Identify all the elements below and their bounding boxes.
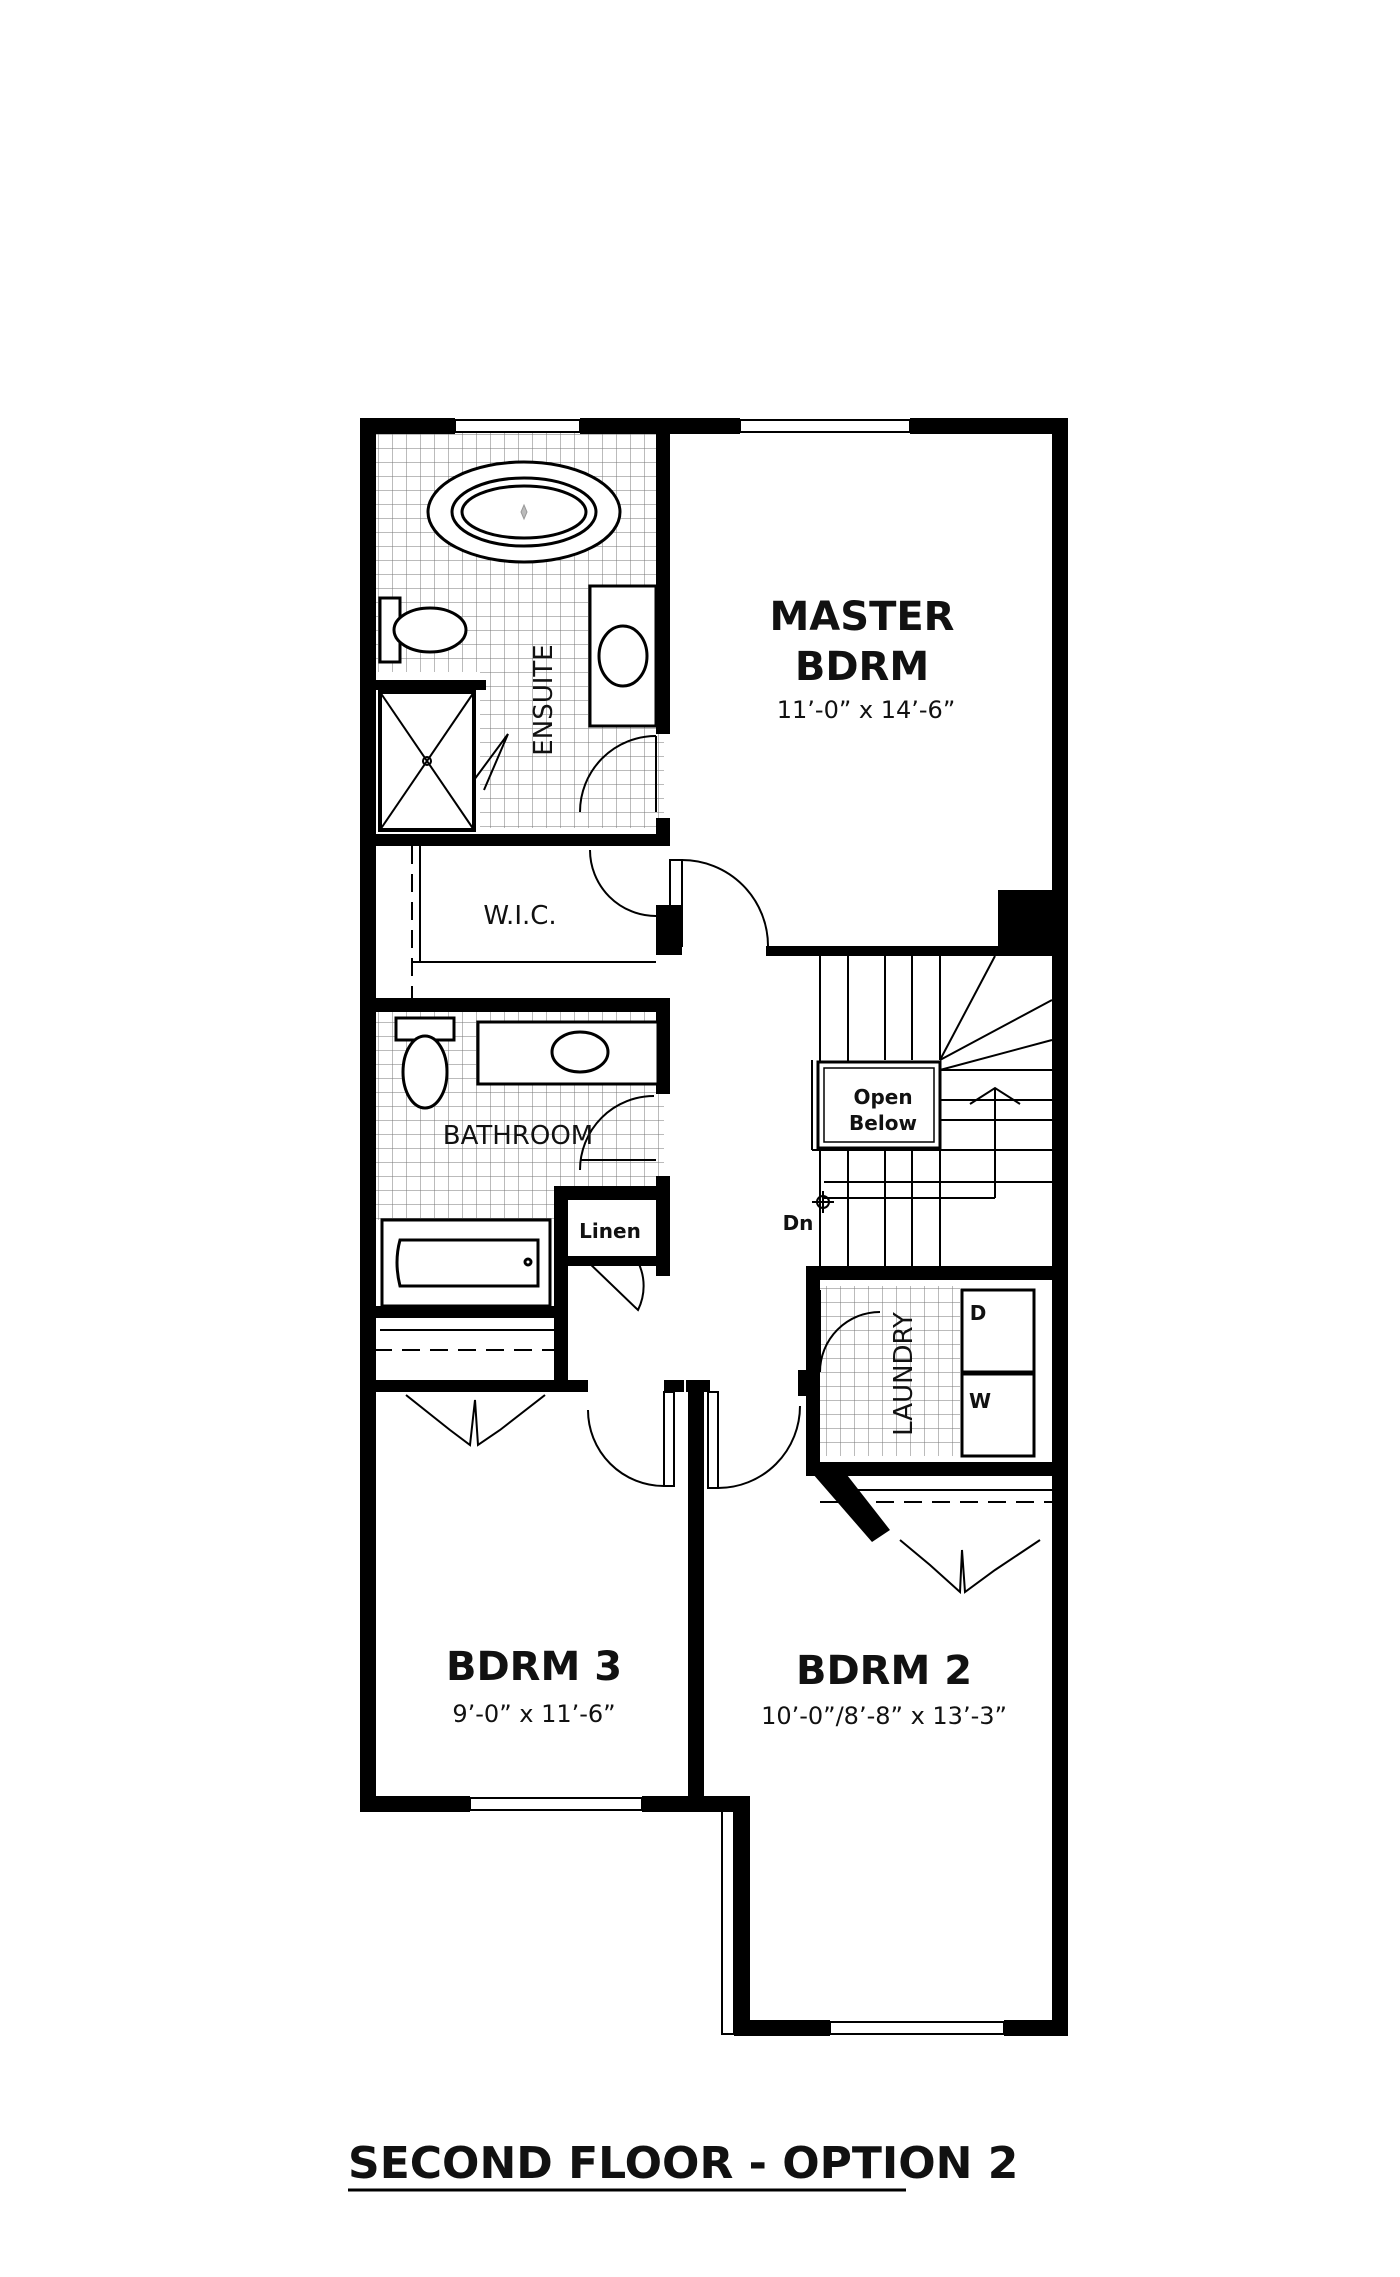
dryer-label: D	[969, 1301, 987, 1325]
bathroom-label: BATHROOM	[442, 1121, 594, 1151]
bdrm3-label: BDRM 3	[445, 1644, 623, 1690]
bathtub-icon	[382, 1220, 550, 1306]
master-bdrm-label-1: MASTER	[769, 594, 955, 640]
stairs-dn-label: Dn	[782, 1211, 814, 1235]
bdrm2-dims: 10’-0”/8’-8” x 13’-3”	[761, 1702, 1007, 1730]
washer-icon	[962, 1374, 1034, 1456]
master-bdrm-label-2: BDRM	[794, 644, 930, 690]
bdrm3-dims: 9’-0” x 11’-6”	[452, 1700, 616, 1728]
wic-label: W.I.C.	[483, 901, 557, 931]
sink-icon	[478, 1022, 658, 1084]
shower-icon	[380, 692, 474, 830]
linen-label: Linen	[579, 1219, 641, 1243]
stair-down-marker	[812, 1191, 834, 1213]
master-bdrm-dims: 11’-0” x 14’-6”	[776, 696, 956, 724]
laundry-label: LAUNDRY	[889, 1312, 919, 1436]
sink-icon	[590, 586, 656, 726]
ensuite-label: ENSUITE	[529, 644, 559, 756]
floor-title: SECOND FLOOR - OPTION 2	[348, 2138, 1019, 2189]
open-below-label-2: Below	[849, 1111, 917, 1135]
bay-outline	[722, 1810, 734, 2034]
freestanding-tub-icon	[428, 462, 620, 562]
bdrm2-label: BDRM 2	[795, 1648, 973, 1694]
washer-label: W	[968, 1389, 992, 1413]
open-below-label-1: Open	[853, 1085, 913, 1109]
